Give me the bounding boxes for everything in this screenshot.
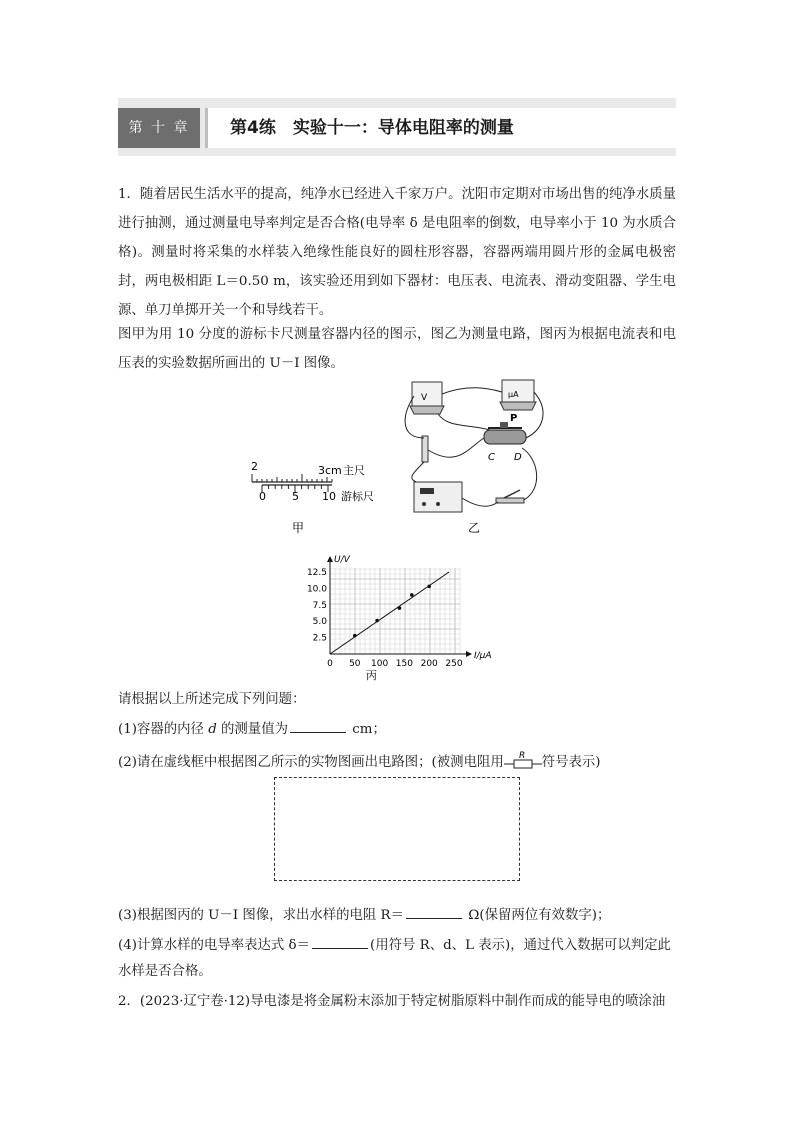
circuit-answer-box[interactable]	[274, 777, 520, 881]
vernier-tick-label-5: 5	[292, 490, 299, 503]
y-tick-label: 7.5	[312, 600, 327, 611]
main-scale-label: 主尺	[343, 464, 365, 477]
sample-cylinder	[422, 436, 428, 462]
sub3-text-b: Ω(保留两位有效数字)；	[464, 908, 611, 923]
data-point	[375, 619, 379, 623]
x-tick-label: 200	[420, 659, 438, 669]
microammeter-label: μA	[508, 390, 519, 399]
y-tick-label: 10.0	[306, 584, 327, 595]
y-axis-label: U/V	[334, 555, 350, 565]
x-axis-label: I/μA	[474, 651, 492, 661]
x-tick-label: 100	[371, 659, 389, 669]
q2-text: 2．(2023·辽宁卷·12)导电漆是将金属粉末添加于特定树脂原料中制作而成的能导电的喷涂油	[118, 994, 666, 1009]
resistor-symbol-label: R	[518, 751, 526, 761]
power-supply	[414, 482, 462, 512]
sub3-text-a: (3)根据图丙的 U－I 图像，求出水样的电阻 R＝	[118, 908, 405, 923]
y-tick-label: 5.0	[312, 617, 327, 628]
y-tick-label: 12.5	[306, 568, 327, 578]
caption-bing: 丙	[366, 669, 377, 682]
sub1-text-c: cm；	[347, 722, 386, 737]
sub4-text-b: (用符号 R、d、L 表示)，通过代入数据可以判定此	[369, 938, 671, 953]
x-tick-label: 150	[395, 659, 413, 669]
y-axis-arrow-icon	[327, 556, 333, 562]
q1-sub4-cont: 水样是否合格。	[118, 964, 212, 979]
vernier-tick-label-10: 10	[322, 490, 336, 503]
page-title: 第4练 实验十一：导体电阻率的测量	[230, 118, 514, 138]
x-axis-arrow-icon	[466, 651, 472, 657]
data-point	[398, 606, 402, 610]
resistor-symbol-icon	[504, 750, 542, 772]
y-tick-label: 2.5	[312, 633, 327, 644]
answer-blank-4[interactable]	[312, 934, 368, 949]
sub2-text-a: (2)请在虚线框中根据图乙所示的实物图画出电路图；(被测电阻用	[118, 755, 504, 770]
answer-blank-1[interactable]	[290, 718, 346, 733]
q1-sub3	[118, 904, 610, 926]
sub1-text-b: 的测量值为	[216, 722, 288, 737]
answer-blank-3[interactable]	[406, 904, 462, 919]
ui-chart	[300, 548, 492, 682]
terminal-label-C: C	[488, 452, 495, 463]
rheostat-body	[484, 430, 526, 444]
sub1-var-d: d	[208, 722, 217, 737]
sub4-text-a: (4)计算水样的电导率表达式 δ＝	[118, 938, 310, 953]
caption-jia: 甲	[292, 521, 305, 535]
data-point	[427, 585, 431, 589]
sub1-text-a: (1)容器的内径	[118, 722, 209, 737]
slider-label-P: P	[510, 413, 518, 424]
x-tick-label: 50	[349, 659, 361, 669]
vernier-tick-label-0: 0	[259, 490, 266, 503]
terminal-label-D: D	[514, 452, 522, 463]
data-point	[353, 634, 357, 638]
caliper-figure	[240, 456, 380, 536]
q1-paragraph-1: 1．随着居民生活水平的提高，纯净水已经进入千家万户。沈阳市定期对市场出售的纯净水质量进行抽测，通过测量电导率判定是否合格(电导率 δ 是电阻率的倒数，电导率小于 10 为水质合格)。测量时将采集的水样装入绝缘性能良好的圆柱形容器，容器两端用圆片形的金属电极密封，两电极相距 L＝0.50 m，该实验还用到如下器材：电压表、电流表、滑动变阻器、学生电源、单刀单掷开关一个和导线若干。	[118, 187, 676, 318]
caption-yi: 乙	[468, 521, 481, 535]
main-tick-label-3cm: 3cm	[318, 464, 342, 477]
vernier-scale-label: 游标尺	[341, 490, 374, 503]
voltmeter-label: V	[421, 393, 428, 403]
data-point	[410, 593, 414, 597]
x-tick-label: 0	[327, 659, 333, 669]
q1-sub1	[118, 718, 386, 740]
q1-sub2	[118, 750, 601, 773]
x-tick-label: 250	[445, 659, 463, 669]
sub2-text-b: 符号表示)	[541, 755, 601, 770]
main-tick-label-2: 2	[251, 460, 258, 473]
q1-paragraph-2: 图甲为用 10 分度的游标卡尺测量容器内径的图示，图乙为测量电路，图丙为根据电流表和电压表的实验数据所画出的 U－I 图像。	[118, 327, 676, 371]
chapter-label: 第 十 章	[118, 108, 200, 148]
circuit-figure	[398, 378, 550, 538]
q1-sub4	[118, 934, 671, 956]
q1-prompt: 请根据以上所述完成下列问题：	[118, 692, 306, 707]
